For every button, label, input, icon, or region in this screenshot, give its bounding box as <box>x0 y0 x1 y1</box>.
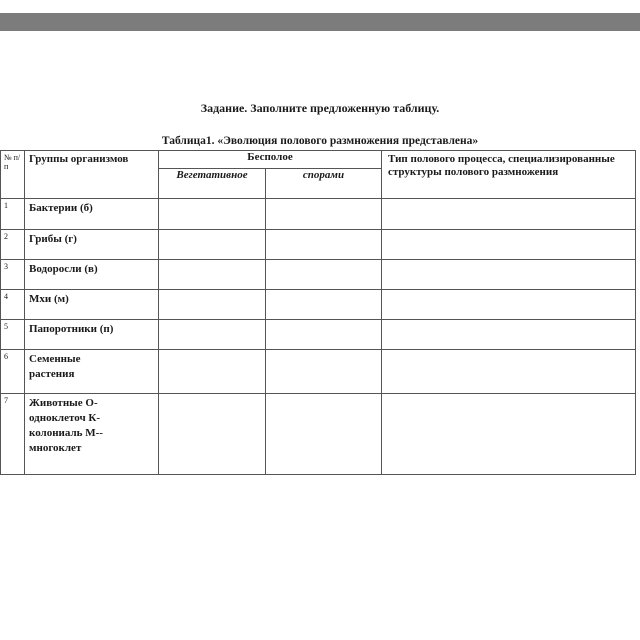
row-number: 6 <box>1 350 25 394</box>
cell-vegetative[interactable] <box>159 350 266 394</box>
cell-sexual-type[interactable] <box>382 320 636 350</box>
cell-sexual-type[interactable] <box>382 260 636 290</box>
cell-vegetative[interactable] <box>159 394 266 475</box>
table-row <box>1 260 636 290</box>
cell-spores[interactable] <box>266 260 382 290</box>
row-organism: Водоросли (в) <box>25 260 159 290</box>
header-asexual: Бесполое <box>159 151 382 169</box>
table-caption: Таблица1. «Эволюция полового размножения представлена» <box>161 135 479 147</box>
row-number: 7 <box>1 394 25 475</box>
cell-spores[interactable] <box>266 350 382 394</box>
cell-sexual-type[interactable] <box>382 199 636 230</box>
header-num: № п/п <box>1 151 25 199</box>
header-groups: Группы организмов <box>25 151 159 199</box>
cell-vegetative[interactable] <box>159 290 266 320</box>
header-sexual-type: Тип полового процесса, специализированные структуры полового размножения <box>382 151 636 199</box>
top-bar <box>0 13 640 31</box>
cell-spores[interactable] <box>266 199 382 230</box>
cell-spores[interactable] <box>266 290 382 320</box>
row-organism: Животные О-одноклеточ К-колониаль М-- многоклет <box>25 394 159 475</box>
row-number: 4 <box>1 290 25 320</box>
cell-vegetative[interactable] <box>159 320 266 350</box>
header-vegetative: Вегетативное <box>159 169 266 199</box>
row-organism: Грибы (г) <box>25 230 159 260</box>
cell-sexual-type[interactable] <box>382 290 636 320</box>
cell-sexual-type[interactable] <box>382 350 636 394</box>
table-row <box>1 290 636 320</box>
cell-spores[interactable] <box>266 394 382 475</box>
cell-vegetative[interactable] <box>159 199 266 230</box>
table-row <box>1 394 636 475</box>
cell-sexual-type[interactable] <box>382 230 636 260</box>
row-organism: Семенные растения <box>25 350 159 394</box>
cell-spores[interactable] <box>266 320 382 350</box>
cell-sexual-type[interactable] <box>382 394 636 475</box>
row-number: 3 <box>1 260 25 290</box>
table-row <box>1 350 636 394</box>
row-number: 2 <box>1 230 25 260</box>
task-title: Задание. Заполните предложенную таблицу. <box>200 101 440 115</box>
row-organism: Бактерии (б) <box>25 199 159 230</box>
cell-vegetative[interactable] <box>159 260 266 290</box>
header-spores: спорами <box>266 169 382 199</box>
cell-spores[interactable] <box>266 230 382 260</box>
row-number: 1 <box>1 199 25 230</box>
row-number: 5 <box>1 320 25 350</box>
row-organism: Папоротники (п) <box>25 320 159 350</box>
cell-vegetative[interactable] <box>159 230 266 260</box>
table-row <box>1 230 636 260</box>
row-organism: Мхи (м) <box>25 290 159 320</box>
evolution-table <box>0 150 636 475</box>
table-row <box>1 199 636 230</box>
table-row <box>1 320 636 350</box>
